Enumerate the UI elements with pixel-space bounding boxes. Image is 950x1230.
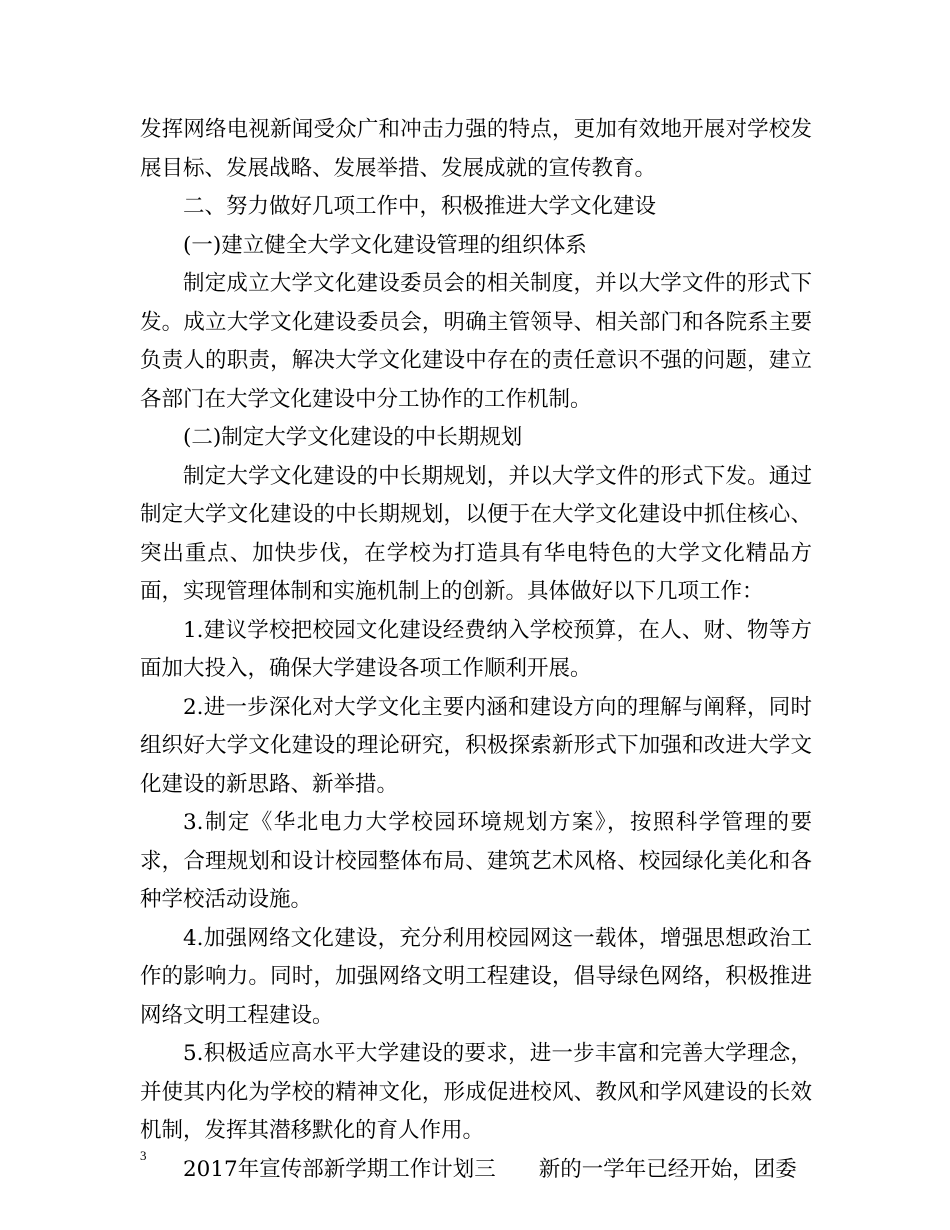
list-item-4: 4.加强网络文化建设，充分利用校园网这一载体，增强思想政治工作的影响力。同时，加强网络文明工程建设，倡导绿色网络，积极推进网络文明工程建设。 bbox=[140, 925, 812, 1028]
list-item-1: 1.建议学校把校园文化建设经费纳入学校预算，在人、财、物等方面加大投入，确保大学建设各项工作顺利开展。 bbox=[140, 617, 812, 681]
paragraph-committee: 制定成立大学文化建设委员会的相关制度，并以大学文件的形式下发。成立大学文化建设委员会，明确主管领导、相关部门和各院系主要负责人的职责，解决大学文化建设中存在的责任意识不强的问题，建立各部门在大学文化建设中分工协作的工作机制。 bbox=[140, 271, 812, 412]
document-body bbox=[140, 111, 812, 1189]
page-number: 3 bbox=[140, 1148, 147, 1163]
paragraph-plan: 制定大学文化建设的中长期规划，并以大学文件的形式下发。通过制定大学文化建设的中长期规划，以便于在大学文化建设中抓住核心、突出重点、加快步伐，在学校为打造具有华电特色的大学文化精品方面，实现管理体制和实施机制上的创新。具体做好以下几项工作： bbox=[140, 463, 812, 604]
subsection-heading-2: (二)制定大学文化建设的中长期规划 bbox=[183, 425, 523, 450]
list-item-5: 5.积极适应高水平大学建设的要求，进一步丰富和完善大学理念，并使其内化为学校的精神文化，形成促进校风、教风和学风建设的长效机制，发挥其潜移默化的育人作用。 bbox=[140, 1041, 812, 1143]
paragraph-next-plan: 2017年宣传部新学期工作计划三 新的一学年已经开始，团委 bbox=[183, 1156, 797, 1182]
list-item-3: 3.制定《华北电力大学校园环境规划方案》，按照科学管理的要求，合理规划和设计校园整体布局、建筑艺术风格、校园绿化美化和各种学校活动设施。 bbox=[140, 810, 812, 912]
list-item-2: 2.进一步深化对大学文化主要内涵和建设方向的理解与阐释，同时组织好大学文化建设的理论研究，积极探索新形式下加强和改进大学文化建设的新思路、新举措。 bbox=[140, 694, 812, 797]
subsection-heading-1: (一)建立健全大学文化建设管理的组织体系 bbox=[183, 232, 587, 258]
paragraph-continuation: 发挥网络电视新闻受众广和冲击力强的特点，更加有效地开展对学校发展目标、发展战略、发展举措、发展成就的宣传教育。 bbox=[140, 117, 812, 181]
section-heading-2: 二、努力做好几项工作中，积极推进大学文化建设 bbox=[183, 194, 657, 219]
